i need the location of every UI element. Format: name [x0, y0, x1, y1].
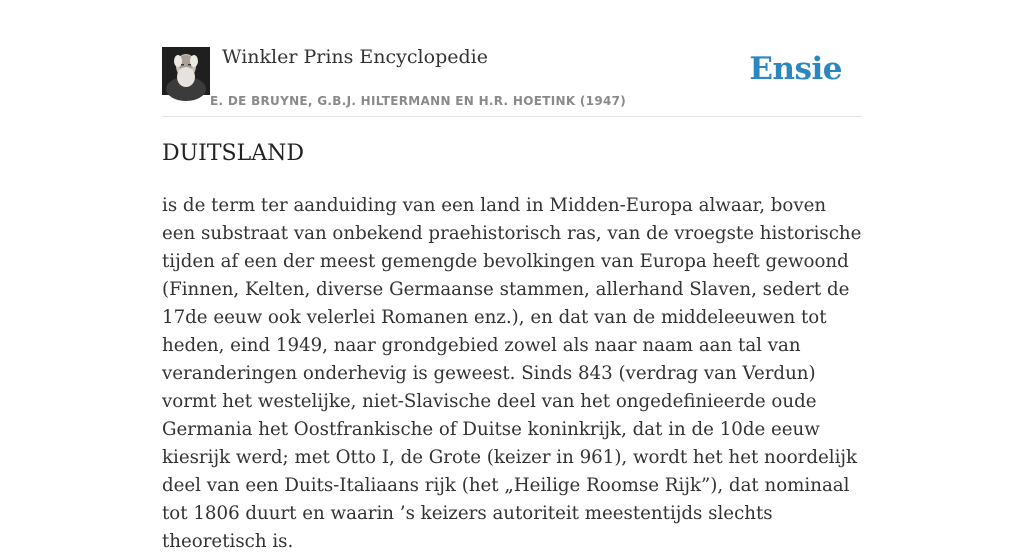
- ensie-logo[interactable]: Ensie: [749, 51, 842, 87]
- entry-title: DUITSLAND: [162, 141, 305, 166]
- entry-body: is de term ter aanduiding van een land in Midden-Europa alwaar, boven een substraat van onbekend praehistorisch ras, van de vroegste historische tijden af een der meest gemengde bevolkingen van Europa heeft gewoond (Finnen, Kelten, diverse Germaanse stammen, allerhand Slaven, sedert de 17de eeuw ook velerlei Romanen enz.), en dat van de middeleeuwen tot heden, eind 1949, naar grondgebied zowel als naar naam aan tal van veranderingen onderhevig is geweest. Sinds 843 (verdrag van Verdun) vormt het westelijke, niet-Slavische deel van het ongedefinieerde oude Germania het Oostfrankische of Duitse koninkrijk, dat in de 10de eeuw kiesrijk werd; met Otto I, de Grote (keizer in 961), wordt het het noordelijk deel van een Duits-Italiaans rijk (het „Heilige Roomse Rijk”), dat nominaal tot 1806 duurt en waarin ’s keizers autoriteit meestentijds slechts theoretisch is.: [162, 195, 862, 552]
- source-title[interactable]: Winkler Prins Encyclopedie: [222, 46, 488, 68]
- source-authors: E. DE BRUYNE, G.B.J. HILTERMANN EN H.R. HOETINK (1947): [210, 94, 627, 108]
- author-avatar[interactable]: [162, 47, 210, 95]
- source-header: [162, 44, 862, 117]
- portrait-image: [162, 47, 210, 95]
